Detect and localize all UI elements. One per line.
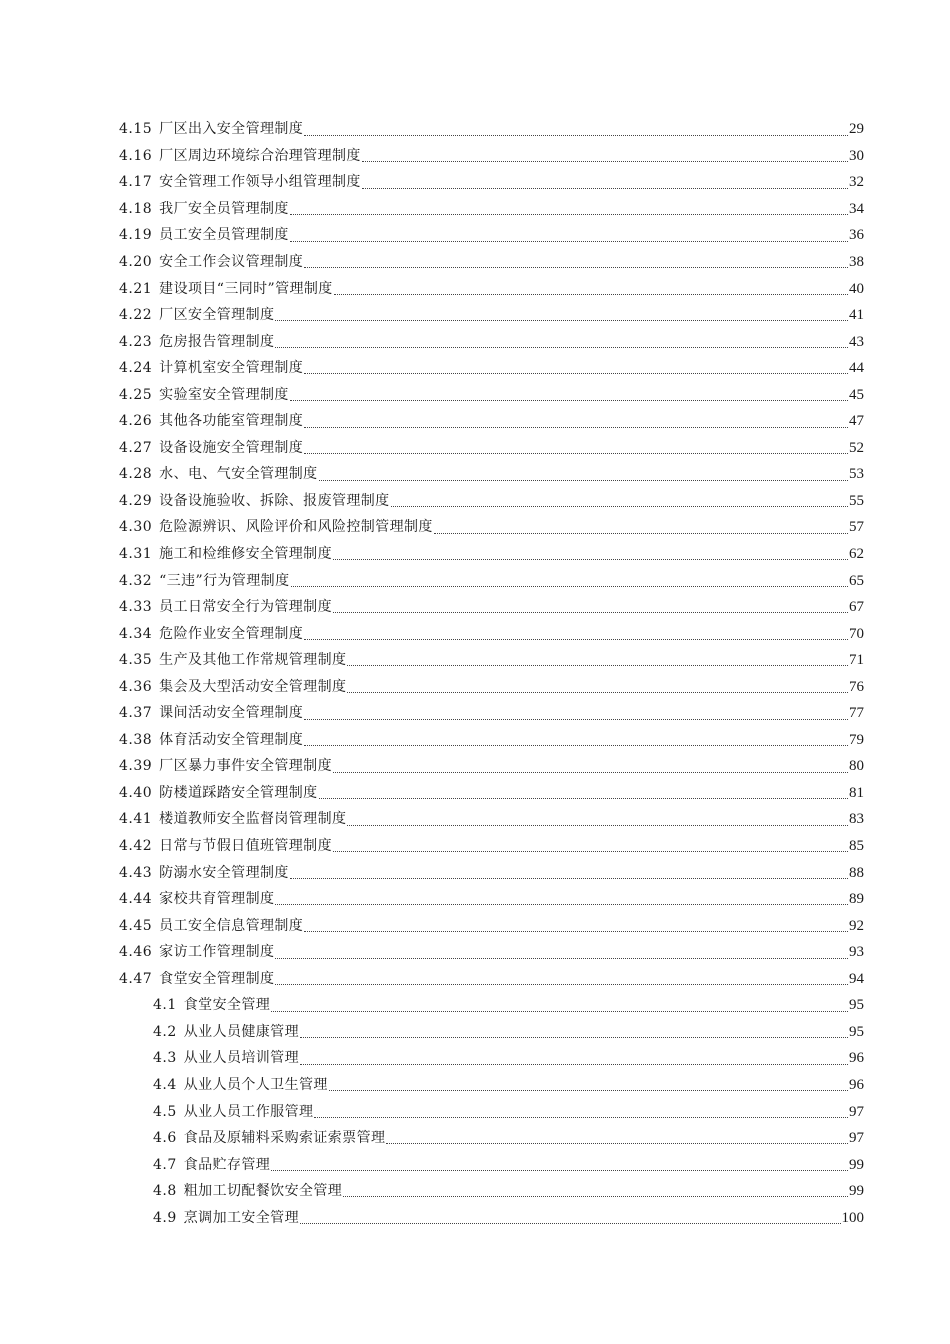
dot-leader	[333, 612, 848, 613]
toc-entry[interactable]	[0, 753, 950, 780]
toc-entry-number: 4.36	[119, 678, 153, 695]
dot-leader	[333, 772, 848, 773]
toc-subentry[interactable]	[0, 1098, 950, 1125]
dot-leader	[300, 1223, 841, 1224]
toc-subentry[interactable]	[0, 1045, 950, 1072]
toc-entry-number: 4.27	[119, 439, 153, 456]
toc-entry-page-number: 55	[849, 492, 864, 509]
dot-leader	[300, 1037, 848, 1038]
dot-leader	[304, 745, 848, 746]
toc-entry-number: 4.34	[119, 625, 153, 642]
toc-entry-page-number: 47	[849, 413, 864, 430]
toc-entry[interactable]	[0, 222, 950, 249]
toc-entry-number: 4.32	[119, 572, 153, 589]
toc-entry-number: 4.24	[119, 360, 153, 377]
toc-entry-number: 4.29	[119, 492, 153, 509]
toc-entry[interactable]	[0, 381, 950, 408]
toc-entry-number: 4.31	[119, 546, 153, 563]
toc-entry-number: 4.46	[119, 944, 153, 961]
toc-entry-page-number: 30	[849, 147, 864, 164]
toc-entry-page-number: 100	[841, 1209, 864, 1226]
dot-leader	[347, 665, 848, 666]
toc-entry-page-number: 40	[849, 280, 864, 297]
dot-leader	[271, 1011, 848, 1012]
toc-entry[interactable]	[0, 780, 950, 807]
toc-entry-page-number: 95	[849, 1023, 864, 1040]
toc-entry-page-number: 77	[849, 705, 864, 722]
toc-entry-title: 课间活动安全管理制度	[159, 705, 304, 722]
toc-entry-number: 4.5	[153, 1103, 177, 1120]
toc-entry[interactable]	[0, 647, 950, 674]
toc-entry-title: 从业人员健康管理	[183, 1023, 299, 1040]
toc-entry[interactable]	[0, 116, 950, 143]
toc-entry-page-number: 96	[849, 1076, 864, 1093]
toc-entry[interactable]	[0, 886, 950, 913]
dot-leader	[290, 214, 848, 215]
dot-leader	[304, 719, 848, 720]
toc-entry-title: “三违”行为管理制度	[159, 572, 290, 589]
dot-leader	[343, 1196, 848, 1197]
toc-entry-page-number: 34	[849, 200, 864, 217]
dot-leader	[275, 904, 848, 905]
toc-entry-number: 4.39	[119, 758, 153, 775]
dot-leader	[275, 984, 848, 985]
toc-entry-number: 4.19	[119, 227, 153, 244]
toc-entry-page-number: 95	[849, 997, 864, 1014]
dot-leader	[333, 851, 848, 852]
toc-entry-page-number: 65	[849, 572, 864, 589]
toc-entry-page-number: 97	[849, 1130, 864, 1147]
toc-subentry[interactable]	[0, 1151, 950, 1178]
toc-entry[interactable]	[0, 541, 950, 568]
toc-entry-number: 4.9	[153, 1209, 177, 1226]
toc-entry-title: 计算机室安全管理制度	[159, 360, 304, 377]
toc-entry-page-number: 93	[849, 944, 864, 961]
toc-entry-title: 厂区安全管理制度	[159, 307, 275, 324]
toc-entry-title: 粗加工切配餐饮安全管理	[183, 1183, 343, 1200]
toc-entry-page-number: 83	[849, 811, 864, 828]
toc-entry-title: 危险源辨识、风险评价和风险控制管理制度	[159, 519, 433, 536]
toc-entry[interactable]	[0, 594, 950, 621]
toc-entry[interactable]	[0, 461, 950, 488]
toc-entry-title: 厂区暴力事件安全管理制度	[159, 758, 332, 775]
toc-entry-page-number: 99	[849, 1156, 864, 1173]
dot-leader	[362, 161, 848, 162]
dot-leader	[275, 320, 848, 321]
toc-entry[interactable]	[0, 806, 950, 833]
toc-entry[interactable]	[0, 514, 950, 541]
toc-entry-title: 家校共育管理制度	[159, 891, 275, 908]
toc-entry-number: 4.30	[119, 519, 153, 536]
toc-entry-page-number: 97	[849, 1103, 864, 1120]
toc-entry-page-number: 88	[849, 864, 864, 881]
dot-leader	[304, 373, 848, 374]
toc-entry-page-number: 29	[849, 121, 864, 138]
toc-entry-number: 4.40	[119, 784, 153, 801]
toc-entry[interactable]	[0, 302, 950, 329]
dot-leader	[290, 878, 848, 879]
toc-entry-number: 4.45	[119, 917, 153, 934]
toc-entry-number: 4.2	[153, 1023, 177, 1040]
toc-entry-number: 4.47	[119, 970, 153, 987]
dot-leader	[304, 931, 848, 932]
toc-entry-page-number: 45	[849, 386, 864, 403]
toc-entry-number: 4.20	[119, 254, 153, 270]
toc-entry-number: 4.4	[153, 1076, 177, 1093]
toc-entry-number: 4.37	[119, 705, 153, 722]
toc-entry-title: 食品贮存管理	[183, 1156, 271, 1173]
toc-entry-title: 安全工作会议管理制度	[159, 254, 304, 270]
toc-entry[interactable]	[0, 488, 950, 515]
toc-entry-title: 建设项目“三同时”管理制度	[159, 280, 333, 297]
toc-entry-number: 4.15	[119, 121, 153, 138]
toc-entry[interactable]	[0, 966, 950, 993]
dot-leader	[434, 533, 848, 534]
toc-entry-page-number: 99	[849, 1183, 864, 1200]
toc-entry-title: 危房报告管理制度	[159, 333, 275, 350]
toc-entry-page-number: 70	[849, 625, 864, 642]
toc-entry-page-number: 57	[849, 519, 864, 536]
toc-entry-number: 4.26	[119, 413, 153, 430]
toc-entry-page-number: 94	[849, 970, 864, 987]
toc-entry-title: 我厂安全员管理制度	[159, 200, 289, 217]
dot-leader	[275, 347, 848, 348]
toc-entry-page-number: 52	[849, 439, 864, 456]
toc-entry-number: 4.35	[119, 652, 153, 669]
toc-entry-title: 烹调加工安全管理	[183, 1209, 299, 1226]
toc-entry-title: 其他各功能室管理制度	[159, 413, 304, 430]
toc-entry-title: 危险作业安全管理制度	[159, 625, 304, 642]
toc-entry-number: 4.8	[153, 1183, 177, 1200]
toc-entry-number: 4.1	[153, 997, 177, 1014]
toc-entry-title: 厂区周边环境综合治理管理制度	[159, 147, 361, 164]
toc-entry[interactable]	[0, 700, 950, 727]
toc-entry-number: 4.38	[119, 731, 153, 748]
toc-entry-title: 生产及其他工作常规管理制度	[159, 652, 347, 669]
toc-entry[interactable]	[0, 435, 950, 462]
dot-leader	[300, 1064, 848, 1065]
toc-entry-title: 厂区出入安全管理制度	[159, 121, 304, 138]
toc-entry-title: 从业人员个人卫生管理	[183, 1076, 328, 1093]
toc-entry-number: 4.6	[153, 1130, 177, 1147]
dot-leader	[304, 267, 848, 268]
toc-entry-page-number: 38	[849, 254, 864, 270]
dot-leader	[304, 639, 848, 640]
toc-subentry[interactable]	[0, 1072, 950, 1099]
toc-entry-number: 4.42	[119, 838, 153, 855]
toc-entry-page-number: 43	[849, 333, 864, 350]
toc-entry-title: 食堂安全管理制度	[159, 970, 275, 987]
toc-entry[interactable]	[0, 833, 950, 860]
toc-entry-title: 日常与节假日值班管理制度	[159, 838, 332, 855]
dot-leader	[347, 825, 848, 826]
toc-entry-number: 4.23	[119, 333, 153, 350]
toc-entry-page-number: 80	[849, 758, 864, 775]
dot-leader	[290, 241, 848, 242]
toc-entry-title: 实验室安全管理制度	[159, 386, 289, 403]
dot-leader	[304, 427, 848, 428]
toc-entry-title: 防楼道踩踏安全管理制度	[159, 784, 318, 801]
toc-entry-title: 家访工作管理制度	[159, 944, 275, 961]
toc-entry-page-number: 71	[849, 652, 864, 669]
toc-entry-number: 4.16	[119, 147, 153, 164]
toc-entry-title: 食堂安全管理	[183, 997, 271, 1014]
dot-leader	[391, 506, 848, 507]
dot-leader	[291, 586, 849, 587]
dot-leader	[275, 958, 848, 959]
toc-entry[interactable]	[0, 196, 950, 223]
toc-entry[interactable]	[0, 912, 950, 939]
toc-entry-title: 楼道教师安全监督岗管理制度	[159, 811, 347, 828]
toc-entry-page-number: 32	[849, 174, 864, 191]
toc-entry-title: 从业人员工作服管理	[183, 1103, 314, 1120]
toc-entry-number: 4.44	[119, 891, 153, 908]
toc-entry[interactable]	[0, 620, 950, 647]
toc-entry-title: 设备设施验收、拆除、报废管理制度	[159, 492, 390, 509]
dot-leader	[314, 1117, 848, 1118]
toc-entry-page-number: 41	[849, 307, 864, 324]
toc-entry-page-number: 89	[849, 891, 864, 908]
dot-leader	[304, 453, 848, 454]
toc-entry[interactable]	[0, 249, 950, 276]
toc-entry[interactable]	[0, 673, 950, 700]
toc-subentry[interactable]	[0, 1125, 950, 1152]
toc-entry-title: 员工日常安全行为管理制度	[159, 599, 332, 616]
dot-leader	[319, 480, 848, 481]
dot-leader	[334, 294, 848, 295]
toc-entry-page-number: 79	[849, 731, 864, 748]
toc-entry-number: 4.33	[119, 599, 153, 616]
dot-leader	[386, 1143, 848, 1144]
toc-subentry[interactable]	[0, 1204, 950, 1231]
toc-entry[interactable]	[0, 859, 950, 886]
toc-entry-page-number: 85	[849, 838, 864, 855]
toc-entry-page-number: 53	[849, 466, 864, 483]
toc-entry-title: 体育活动安全管理制度	[159, 731, 304, 748]
dot-leader	[329, 1090, 848, 1091]
table-of-contents	[0, 116, 950, 1231]
toc-entry[interactable]	[0, 328, 950, 355]
toc-entry-number: 4.43	[119, 864, 153, 881]
dot-leader	[347, 692, 848, 693]
toc-entry-page-number: 67	[849, 599, 864, 616]
dot-leader	[333, 559, 848, 560]
toc-entry-page-number: 81	[849, 784, 864, 801]
dot-leader	[304, 135, 848, 136]
toc-entry-title: 水、电、气安全管理制度	[159, 466, 318, 483]
toc-entry-number: 4.7	[153, 1156, 177, 1173]
toc-entry[interactable]	[0, 939, 950, 966]
toc-entry-title: 员工安全信息管理制度	[159, 917, 304, 934]
toc-entry-page-number: 76	[849, 678, 864, 695]
toc-entry[interactable]	[0, 143, 950, 170]
toc-entry[interactable]	[0, 408, 950, 435]
toc-entry-number: 4.41	[119, 811, 153, 828]
toc-entry-number: 4.21	[119, 280, 153, 297]
toc-entry-page-number: 92	[849, 917, 864, 934]
toc-entry-number: 4.3	[153, 1050, 177, 1067]
toc-entry[interactable]	[0, 727, 950, 754]
toc-entry-title: 安全管理工作领导小组管理制度	[159, 174, 361, 191]
toc-entry-title: 集会及大型活动安全管理制度	[159, 678, 347, 695]
toc-subentry[interactable]	[0, 1178, 950, 1205]
toc-entry-title: 员工安全员管理制度	[159, 227, 289, 244]
toc-entry-page-number: 44	[849, 360, 864, 377]
toc-entry-title: 从业人员培训管理	[183, 1050, 299, 1067]
toc-entry-page-number: 96	[849, 1050, 864, 1067]
toc-entry[interactable]	[0, 275, 950, 302]
toc-entry-number: 4.22	[119, 307, 153, 324]
dot-leader	[290, 400, 848, 401]
toc-entry-title: 防溺水安全管理制度	[159, 864, 289, 881]
dot-leader	[319, 798, 848, 799]
toc-subentry[interactable]	[0, 992, 950, 1019]
toc-entry-title: 食品及原辅料采购索证索票管理	[183, 1130, 386, 1147]
toc-subentry[interactable]	[0, 1019, 950, 1046]
dot-leader	[271, 1170, 848, 1171]
toc-entry-page-number: 36	[849, 227, 864, 244]
toc-entry-number: 4.25	[119, 386, 153, 403]
toc-entry[interactable]	[0, 355, 950, 382]
toc-entry[interactable]	[0, 169, 950, 196]
toc-entry[interactable]	[0, 567, 950, 594]
toc-entry-number: 4.17	[119, 174, 153, 191]
toc-entry-number: 4.28	[119, 466, 153, 483]
toc-entry-number: 4.18	[119, 200, 153, 217]
toc-entry-title: 设备设施安全管理制度	[159, 439, 304, 456]
toc-entry-title: 施工和检维修安全管理制度	[159, 546, 332, 563]
dot-leader	[362, 188, 848, 189]
toc-entry-page-number: 62	[849, 546, 864, 563]
